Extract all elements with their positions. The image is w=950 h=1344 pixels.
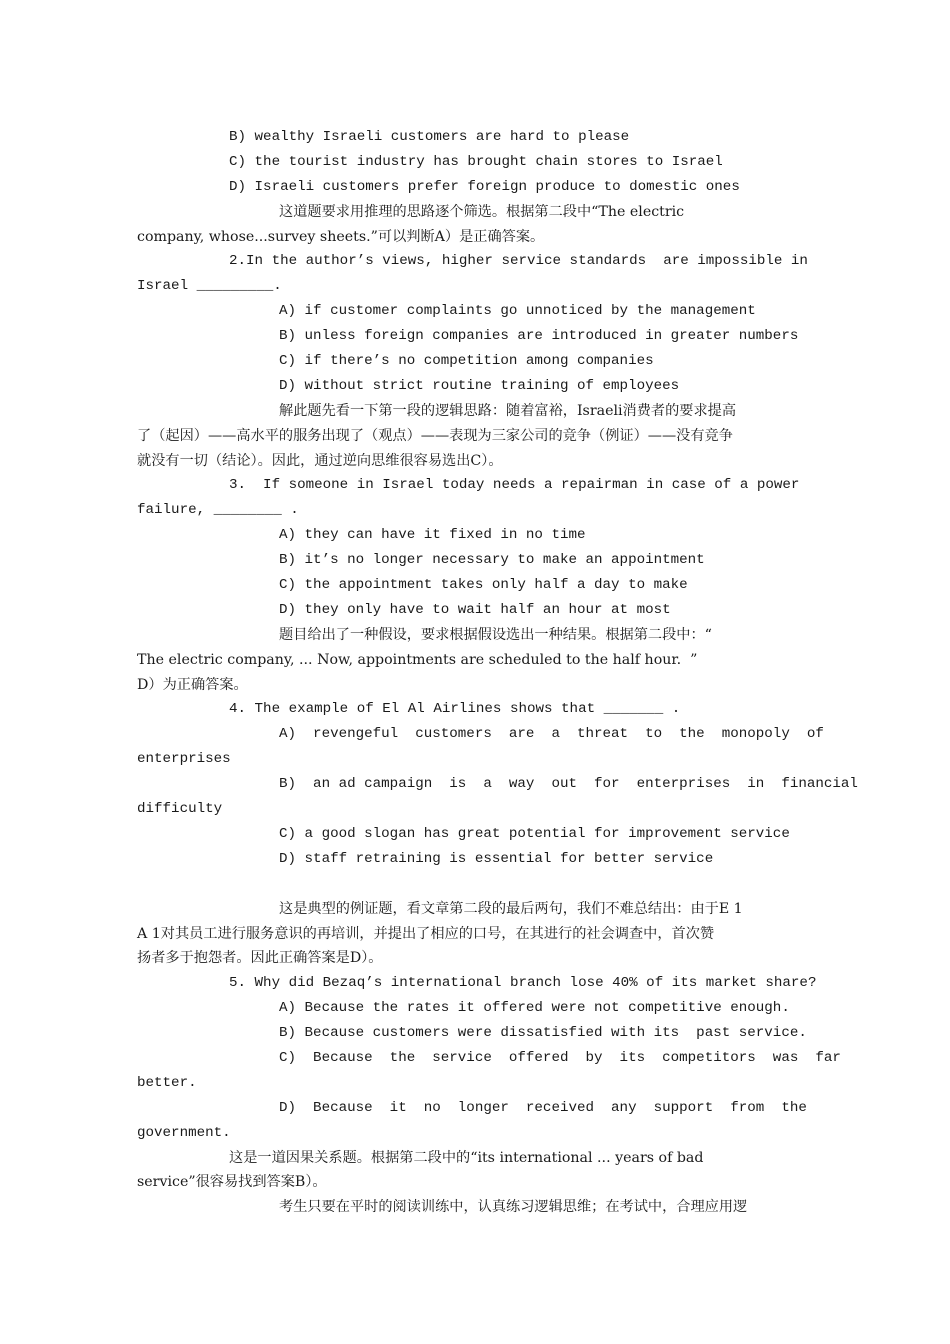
q5-option-c-line-2: better. — [137, 1074, 197, 1091]
q3-option-d: D) they only have to wait half an hour at most — [279, 601, 671, 618]
q5-option-d-line-1: D) Because it no longer received any support from the — [279, 1099, 807, 1116]
q2-option-d: D) without strict routine training of employees — [279, 377, 680, 394]
closing-paragraph: 考生只要在平时的阅读训练中，认真练习逻辑思维；在考试中，合理应用逻 — [279, 1199, 748, 1216]
q3-option-b: B) it’s no longer necessary to make an appointment — [279, 552, 705, 569]
q4-explanation-line-1: 这是典型的例证题，看文章第二段的最后两句，我们不难总结出：由于E 1 — [279, 900, 743, 917]
q2-explanation-line-1: 解此题先看一下第一段的逻辑思路：随着富裕，Israeli消费者的要求提高 — [279, 402, 737, 419]
q4-option-b-line-2: difficulty — [137, 801, 223, 818]
q2-explanation-line-3: 就没有一切（结论）。因此，通过逆向思维很容易选出C）。 — [137, 452, 503, 469]
q2-explanation-line-2: 了（起因）——高水平的服务出现了（观点）——表现为三家公司的竞争（例证）——没有竞争 — [137, 427, 733, 444]
document-page — [137, 125, 858, 1220]
q1-explanation-line-1: 这道题要求用推理的思路逐个筛选。根据第二段中“The electric — [279, 203, 685, 220]
q2-option-c: C) if there’s no competition among companies — [279, 353, 654, 370]
q3-stem-line-2: failure, ________ . — [137, 502, 299, 519]
q3-explanation-line-3: D）为正确答案。 — [137, 676, 248, 693]
q3-option-c: C) the appointment takes only half a day to make — [279, 577, 688, 594]
q4-option-a-line-1: A) revengeful customers are a threat to the monopoly of — [279, 726, 824, 743]
blank-line — [137, 872, 815, 897]
q4-option-a-line-2: enterprises — [137, 751, 231, 768]
q5-stem: 5. Why did Bezaq’s international branch lose 40% of its market share? — [229, 975, 817, 992]
q4-option-b-line-1: B) an ad campaign is a way out for enterprises in financial — [279, 776, 858, 793]
q4-explanation-line-2: A 1对其员工进行服务意识的再培训，并提出了相应的口号，在其进行的社会调查中，首次赞 — [137, 925, 715, 942]
q2-stem-line-2: Israel _________. — [137, 278, 282, 295]
q1-option-c: C) the tourist industry has brought chain stores to Israel — [229, 153, 723, 170]
q1-option-d: D) Israeli customers prefer foreign produce to domestic ones — [229, 178, 740, 195]
q4-explanation-line-3: 扬者多于抱怨者。因此正确答案是D）。 — [137, 950, 383, 967]
q5-option-c-line-1: C) Because the service offered by its competitors was far — [279, 1049, 841, 1066]
q1-option-b: B) wealthy Israeli customers are hard to please — [229, 129, 630, 145]
q4-option-c: C) a good slogan has great potential for improvement service — [279, 825, 790, 842]
q4-stem: 4. The example of El Al Airlines shows that _______ . — [229, 701, 681, 718]
q5-option-a: A) Because the rates it offered were not competitive enough. — [279, 1000, 790, 1017]
q2-stem-line-1: 2.In the author’s views, higher service standards are impossible in — [229, 253, 808, 270]
q3-stem-line-1: 3. If someone in Israel today needs a repairman in case of a power — [229, 477, 800, 494]
q3-explanation-line-2: The electric company, ... Now, appointments are scheduled to the half hour. ” — [137, 651, 698, 668]
q3-option-a: A) they can have it fixed in no time — [279, 527, 586, 544]
q5-explanation-line-2: service”很容易找到答案B）。 — [137, 1174, 327, 1191]
q5-option-d-line-2: government. — [137, 1124, 231, 1141]
q1-explanation-line-2: company, whose...survey sheets.”可以判断A）是正确答案。 — [137, 228, 545, 245]
q4-option-d: D) staff retraining is essential for better service — [279, 850, 714, 867]
q5-option-b: B) Because customers were dissatisfied with its past service. — [279, 1025, 807, 1042]
q3-explanation-line-1: 题目给出了一种假设，要求根据假设选出一种结果。根据第二段中：“ — [279, 626, 712, 643]
q2-option-a: A) if customer complaints go unnoticed by the management — [279, 303, 756, 320]
q2-option-b: B) unless foreign companies are introduced in greater numbers — [279, 328, 799, 345]
q5-explanation-line-1: 这是一道因果关系题。根据第二段中的“its international ... years of bad — [229, 1149, 704, 1166]
